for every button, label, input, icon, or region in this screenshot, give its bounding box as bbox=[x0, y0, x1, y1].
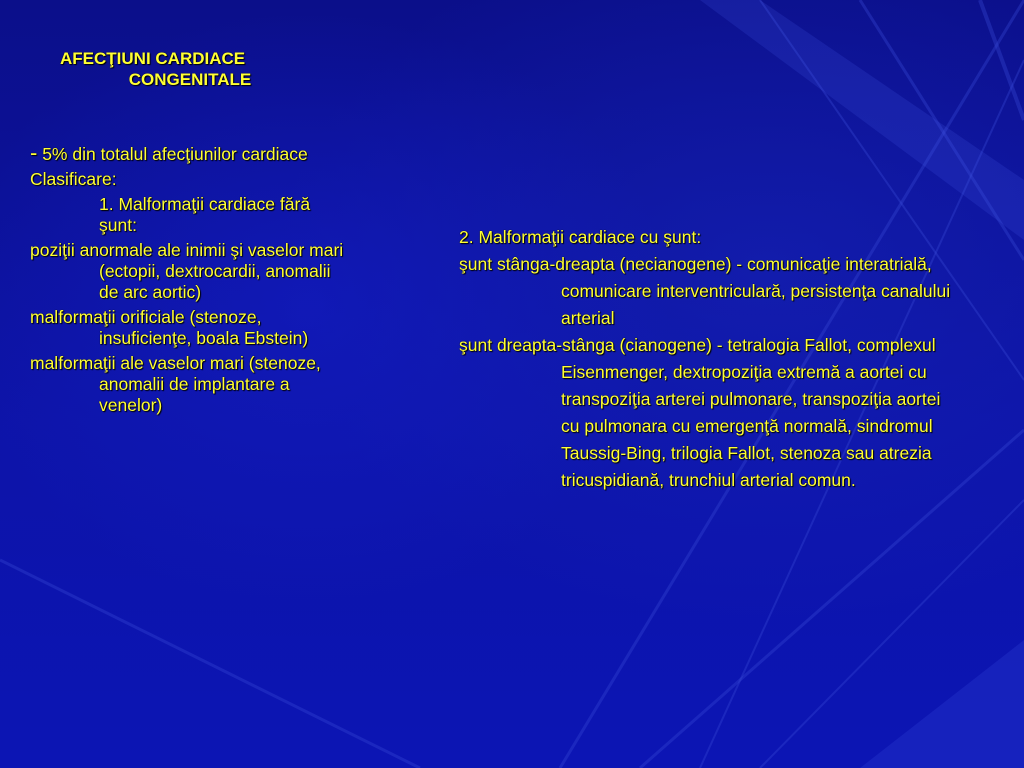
left-column bbox=[30, 142, 345, 416]
right-column bbox=[459, 224, 959, 494]
list-item-percentage-text: 5% din totalul afecţiunilor cardiace bbox=[42, 144, 308, 164]
list-item-classification: Clasificare: bbox=[30, 169, 117, 189]
list-item-no-shunt-heading: 1. Malformaţii cardiace fără şunt: bbox=[99, 194, 311, 235]
list-item-left-right-shunt: şunt stânga-dreapta (necianogene) - comunicaţie interatrială, comunicare interventriculară, persistenţa canalului arterial bbox=[459, 254, 951, 328]
list-item-abnormal-positions: poziţii anormale ale inimii şi vaselor mari (ectopii, dextrocardii, anomalii de arc aortic) bbox=[30, 240, 344, 302]
title-line-2: CONGENITALE bbox=[128, 70, 252, 89]
list-item-great-vessel-malformations: malformaţii ale vaselor mari (stenoze, anomalii de implantare a venelor) bbox=[30, 353, 321, 415]
title-line-1: AFECŢIUNI CARDIACE bbox=[60, 49, 246, 68]
slide-title bbox=[60, 48, 320, 90]
list-item-shunt-heading: 2. Malformaţii cardiace cu şunt: bbox=[459, 227, 702, 247]
list-item-right-left-shunt: şunt dreapta-stânga (cianogene) - tetralogia Fallot, complexul Eisenmenger, dextropoziţia extremă a aortei cu transpoziţia arterei pulmonare, transpoziţia aortei cu pulmonara cu emergenţă normală, sindromul Taussig-Bing, trilogia Fallot, stenoza sau atrezia tricuspidiană, trunchiul arterial comun. bbox=[459, 335, 941, 490]
list-item-orifice-malformations: malformaţii orificiale (stenoze, insuficienţe, boala Ebstein) bbox=[30, 307, 309, 348]
list-item-percentage bbox=[30, 142, 345, 165]
dash-bullet: - bbox=[30, 140, 38, 165]
